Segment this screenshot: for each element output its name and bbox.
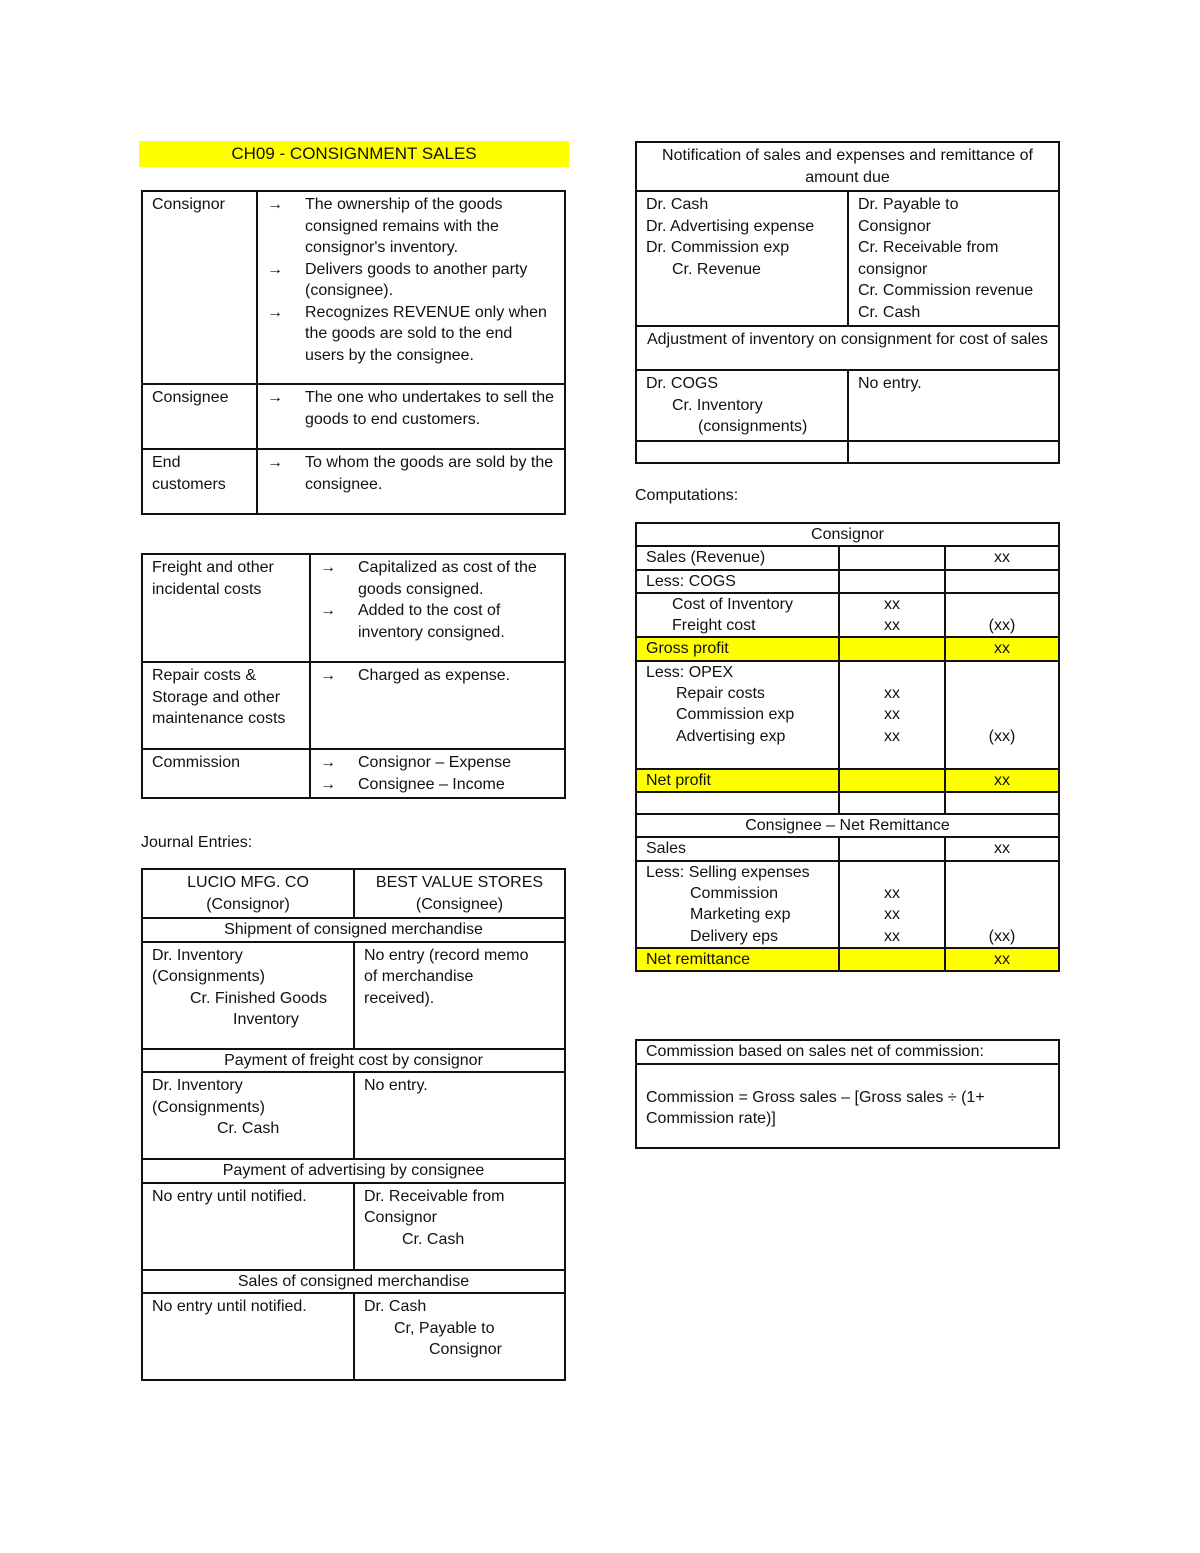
term-cell: Consignor bbox=[142, 191, 257, 384]
arrow-icon: → bbox=[320, 754, 336, 771]
entry-cell: No entry. bbox=[354, 1072, 565, 1159]
term-cell: Repair costs & Storage and other maintenance costs bbox=[142, 662, 310, 749]
arrow-icon: → bbox=[320, 667, 336, 684]
consignee-name: BEST VALUE STORES bbox=[375, 874, 544, 891]
list-item: → Recognizes REVENUE only when the goods are sold to the end users by the consignee. bbox=[267, 303, 547, 364]
points-list bbox=[267, 452, 555, 495]
arrow-icon: → bbox=[267, 389, 283, 406]
list-item: → The ownership of the goods consigned remains with the consignor's inventory. bbox=[267, 196, 503, 256]
table-row bbox=[142, 942, 565, 1049]
section-heading-row bbox=[142, 1159, 565, 1183]
table-row bbox=[142, 449, 565, 514]
section-heading-row bbox=[142, 918, 565, 942]
table-row bbox=[636, 142, 1059, 191]
table-row bbox=[636, 370, 1059, 441]
parties-table bbox=[141, 190, 566, 515]
list-item: → Consignor – Expense bbox=[320, 752, 555, 774]
section-heading: Adjustment of inventory on consignment for cost of sales bbox=[636, 326, 1059, 370]
points-list bbox=[267, 387, 555, 430]
section-heading: Payment of advertising by consignee bbox=[142, 1159, 565, 1183]
table-row bbox=[636, 523, 1059, 546]
table-row bbox=[142, 1293, 565, 1380]
entry-cell: No entry. bbox=[848, 370, 1059, 441]
table-row bbox=[636, 814, 1059, 837]
section-heading: Commission based on sales net of commission: bbox=[636, 1040, 1059, 1064]
notification-table bbox=[635, 141, 1060, 464]
table-row bbox=[142, 384, 565, 449]
table-row bbox=[142, 869, 565, 918]
table-row bbox=[636, 1040, 1059, 1064]
table-row: Less: Selling expenses Commission Marketing exp Delivery eps xx xx xx (xx) bbox=[636, 861, 1059, 948]
table-row: Sales xx bbox=[636, 837, 1059, 860]
entry-cell: Dr. Receivable from Consignor Cr. Cash bbox=[354, 1183, 565, 1270]
page-title: CH09 - CONSIGNMENT SALES bbox=[139, 141, 569, 167]
entry-cell: Dr. COGS Cr. Inventory (consignments) bbox=[636, 370, 848, 441]
term-cell: Freight and other incidental costs bbox=[142, 554, 310, 662]
list-item: → Delivers goods to another party (consignee). bbox=[267, 260, 528, 299]
table-row bbox=[142, 191, 565, 384]
section-heading-row bbox=[142, 1049, 565, 1073]
table-row bbox=[636, 792, 1059, 814]
arrow-icon: → bbox=[267, 260, 283, 278]
table-row: Less: COGS bbox=[636, 570, 1059, 593]
entry-cell: Dr. Inventory (Consignments) Cr. Cash bbox=[142, 1072, 354, 1159]
term-cell: Consignee bbox=[142, 384, 257, 449]
commission-box bbox=[635, 1039, 1060, 1149]
points-list bbox=[320, 665, 555, 687]
table-row: Sales (Revenue) xx bbox=[636, 546, 1059, 569]
entry-cell: Dr. Cash Cr, Payable to Consignor bbox=[354, 1293, 565, 1380]
gross-profit-row: Gross profit xx bbox=[636, 637, 1059, 660]
arrow-icon: → bbox=[320, 602, 336, 619]
entry-cell: Dr. Payable to Consignor Cr. Receivable from consignor Cr. Commission revenue Cr. Cash bbox=[848, 191, 1059, 326]
points-list bbox=[320, 752, 555, 795]
journal-table bbox=[141, 868, 566, 1381]
arrow-icon: → bbox=[267, 454, 283, 471]
table-row bbox=[636, 441, 1059, 463]
arrow-icon: → bbox=[267, 196, 283, 213]
entry-cell: No entry until notified. bbox=[142, 1183, 354, 1270]
list-item: → Capitalized as cost of the goods consigned. bbox=[320, 559, 537, 598]
section-heading: Shipment of consigned merchandise bbox=[142, 918, 565, 942]
table-row bbox=[142, 1072, 565, 1159]
entry-cell: Dr. Cash Dr. Advertising expense Dr. Commission exp Cr. Revenue bbox=[636, 191, 848, 326]
entry-cell: No entry until notified. bbox=[142, 1293, 354, 1380]
arrow-icon: → bbox=[320, 559, 336, 576]
table-row bbox=[636, 326, 1059, 370]
section-heading: Payment of freight cost by consignor bbox=[142, 1049, 565, 1073]
section-heading: Consignee – Net Remittance bbox=[636, 814, 1059, 837]
section-heading: Consignor bbox=[636, 523, 1059, 546]
net-remittance-row: Net remittance xx bbox=[636, 948, 1059, 971]
formula-text: Commission = Gross sales – [Gross sales ÷ (1+ Commission rate)] bbox=[636, 1064, 1059, 1148]
points-list bbox=[267, 194, 555, 366]
term-cell: Commission bbox=[142, 749, 310, 798]
journal-label: Journal Entries: bbox=[141, 834, 253, 851]
list-item: → To whom the goods are sold by the consignee. bbox=[267, 454, 554, 493]
table-row bbox=[142, 554, 565, 662]
points-list bbox=[320, 557, 555, 643]
consignor-name: LUCIO MFG. CO bbox=[187, 874, 309, 891]
costs-table bbox=[141, 553, 566, 799]
net-profit-row: Net profit xx bbox=[636, 769, 1059, 792]
consignor-role: (Consignor) bbox=[206, 895, 290, 913]
table-row bbox=[142, 749, 565, 798]
entry-cell: No entry (record memo of merchandise received). bbox=[354, 942, 565, 1049]
consignee-role: (Consignee) bbox=[415, 895, 504, 913]
table-row bbox=[636, 1064, 1059, 1148]
arrow-icon: → bbox=[320, 775, 336, 793]
table-row: Less: OPEX Repair costs Commission exp Advertising exp xx xx xx (xx) bbox=[636, 661, 1059, 769]
list-item: → Consignee – Income bbox=[320, 774, 555, 796]
entry-cell: Dr. Inventory (Consignments) Cr. Finished Goods Inventory bbox=[142, 942, 354, 1049]
term-cell: End customers bbox=[142, 449, 257, 514]
section-heading: Sales of consigned merchandise bbox=[142, 1270, 565, 1294]
table-row bbox=[142, 662, 565, 749]
list-item: → Charged as expense. bbox=[320, 665, 555, 687]
arrow-icon: → bbox=[267, 303, 283, 321]
table-row bbox=[142, 1183, 565, 1270]
computations-table bbox=[635, 522, 1060, 972]
section-heading-row bbox=[142, 1270, 565, 1294]
computations-label: Computations: bbox=[635, 487, 739, 504]
table-row: Cost of Inventory Freight cost xx xx (xx) bbox=[636, 593, 1059, 638]
list-item: → Added to the cost of inventory consigned. bbox=[320, 602, 505, 641]
section-heading: Notification of sales and expenses and remittance of amount due bbox=[636, 142, 1059, 191]
table-row bbox=[636, 191, 1059, 326]
list-item: → The one who undertakes to sell the goods to end customers. bbox=[267, 389, 555, 428]
